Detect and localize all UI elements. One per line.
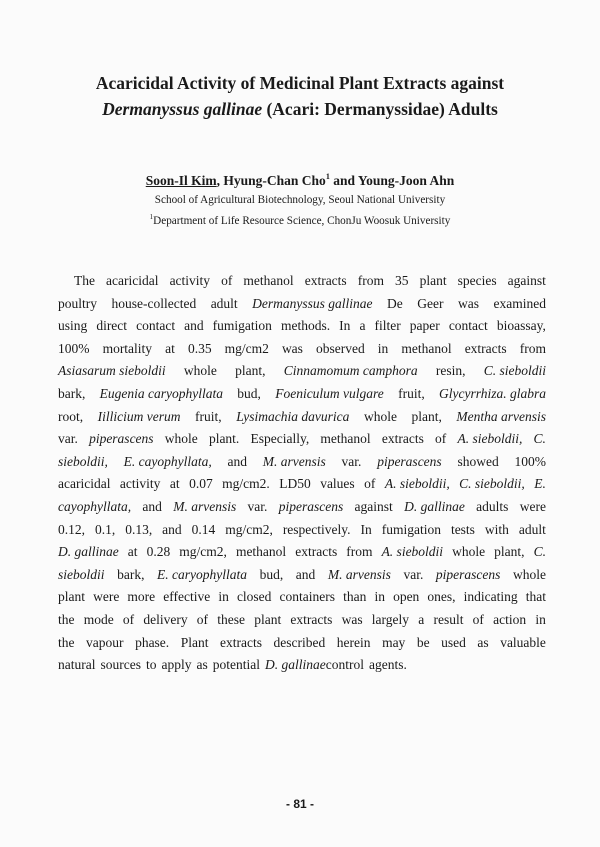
abstract-word: a (359, 318, 366, 334)
abstract-word: showed (457, 453, 499, 469)
abstract-word: extracts (220, 634, 262, 650)
abstract-word: may (382, 634, 406, 650)
abstract-word: Geer (417, 295, 444, 311)
abstract-word: mortality (102, 340, 153, 356)
abstract-word: whole (512, 566, 546, 582)
abstract-word: be (416, 634, 430, 650)
abstract-word: and (162, 521, 182, 537)
abstract-word: piperascens (89, 431, 154, 447)
author-3: Young-Joon Ahn (357, 173, 455, 188)
abstract-line (58, 315, 546, 338)
abstract-word: M. arvensis (173, 498, 237, 514)
abstract-word: largely (371, 611, 410, 627)
author-2-affiliation-mark: 1 (325, 172, 330, 181)
abstract-word: extracts (295, 544, 338, 560)
abstract-word: sieboldii (58, 566, 105, 582)
abstract-word: Lysimachia davurica (236, 408, 350, 424)
abstract-word: of (122, 611, 135, 627)
abstract-word: whole (363, 408, 397, 424)
abstract-word: as (196, 657, 208, 673)
abstract-word: at (165, 340, 175, 356)
abstract-word: mode (83, 611, 114, 627)
abstract-word: D. gallinae (58, 544, 119, 560)
abstract-word: E. cayophyllata, (123, 453, 212, 469)
abstract-word: A. sieboldii (381, 544, 444, 560)
abstract-word: phase. (135, 634, 170, 650)
abstract-word: Foeniculum vulgare (275, 385, 384, 401)
abstract-word: methanol (320, 431, 371, 447)
abstract-word: poultry (58, 295, 97, 311)
abstract-word: E. caryophyllata (157, 566, 248, 582)
abstract-word: in (377, 340, 389, 356)
abstract-word: whole (183, 363, 217, 379)
abstract-word: apply (161, 657, 192, 673)
page-number: - 81 - (285, 797, 314, 811)
abstract-word: filter (374, 318, 401, 334)
abstract-word: 100% (514, 453, 546, 469)
abstract-line (58, 360, 546, 383)
abstract-line (58, 293, 546, 316)
abstract-word: activity (119, 476, 161, 492)
abstract-word: fruit, (195, 408, 222, 424)
abstract-word: used (441, 634, 466, 650)
abstract-word: fumigation (381, 521, 441, 537)
abstract-word: more (127, 589, 156, 605)
abstract-word: mg/cm2, (225, 521, 273, 537)
abstract-word: indicating (463, 589, 518, 605)
abstract-line (58, 609, 546, 632)
abstract-word: extracts (381, 431, 424, 447)
abstract-word: methanol (401, 340, 452, 356)
abstract-word: plant, (235, 363, 266, 379)
abstract-word: 0.12, (58, 521, 85, 537)
abstract-word: values (320, 476, 355, 492)
abstract-word: extracts (304, 273, 347, 288)
abstract-word: as (477, 634, 489, 650)
abstract-word: sources (100, 657, 141, 673)
abstract-word: bud, (259, 566, 284, 582)
abstract-word: C. sieboldii (483, 363, 546, 379)
abstract-word: these (217, 611, 245, 627)
abstract-line (58, 338, 546, 361)
abstract-word: plant (419, 273, 447, 288)
abstract-word: LD50 (279, 476, 311, 492)
abstract-word: extracts (290, 611, 333, 627)
abstract-word: C. (533, 431, 546, 447)
abstract-word: 0.35 (187, 340, 212, 356)
abstract-word: and (142, 498, 162, 514)
abstract-line (58, 406, 546, 429)
abstract-word: open (393, 589, 420, 605)
abstract-line (58, 496, 546, 519)
abstract-line (58, 564, 546, 587)
abstract-line (58, 632, 546, 655)
abstract-word: Especially, (250, 431, 310, 447)
abstract-word: C. (533, 544, 546, 560)
abstract-word: in (535, 611, 546, 627)
abstract-word: 0.07 (189, 476, 213, 492)
abstract-word: plant, (411, 408, 442, 424)
abstract-word: house-collected (111, 295, 197, 311)
abstract-line (58, 654, 546, 677)
abstract-word: direct (96, 318, 128, 334)
abstract-word: potential (212, 657, 260, 673)
abstract-word: to (145, 657, 157, 673)
abstract-word: agents. (369, 657, 407, 673)
abstract-word: adult (210, 295, 238, 311)
abstract-word: activity (169, 273, 211, 288)
abstract-word: Iillicium verum (97, 408, 181, 424)
abstract-word: D. gallinae (265, 657, 326, 673)
abstract-word: from (357, 273, 384, 288)
abstract-word: Eugenia caryophyllata (99, 385, 224, 401)
abstract-word: var. (247, 498, 268, 514)
abstract-word: piperascens (278, 498, 344, 514)
abstract-word: were (519, 498, 546, 514)
abstract-word: tests (450, 521, 475, 537)
abstract-word: methods. (280, 318, 331, 334)
abstract-word: whole (164, 431, 198, 447)
abstract-word: than (343, 589, 367, 605)
abstract-word: result (433, 611, 464, 627)
abstract-word: against (507, 273, 546, 288)
abstract-word: control (325, 657, 364, 673)
abstract-line (58, 428, 546, 451)
abstract-line (58, 586, 546, 609)
abstract-word: root, (58, 408, 84, 424)
paper-title (40, 70, 560, 122)
abstract-word: whole (452, 544, 486, 560)
abstract-word: delivery (143, 611, 188, 627)
abstract-word: contact (136, 318, 176, 334)
abstract-word: of (472, 611, 484, 627)
abstract-word: M. arvensis (262, 453, 326, 469)
abstract-word: Dermanyssus gallinae (252, 295, 373, 311)
affiliation-2-text: Department of Life Resource Science, ChonJu Woosuk University (153, 215, 451, 227)
author-2: Hyung-Chan Cho (223, 173, 326, 188)
abstract-word: 100% (58, 340, 90, 356)
abstract-word: that (525, 589, 546, 605)
abstract-word: of (364, 476, 376, 492)
abstract-word: 0.1, (94, 521, 116, 537)
abstract-word: De (387, 295, 403, 311)
abstract-word: from (346, 544, 373, 560)
abstract-word: A. sieboldii, (384, 476, 450, 492)
abstract-word: the (58, 634, 75, 650)
author-corresponding: Soon-Il Kim (145, 173, 217, 188)
abstract-word: of (196, 611, 209, 627)
abstract-word: effective (163, 589, 211, 605)
abstract-word: was (281, 340, 303, 356)
abstract-word: species (457, 273, 497, 288)
abstract-word: described (273, 634, 326, 650)
abstract-word: M. arvensis (327, 566, 391, 582)
abstract-word: bark, (117, 566, 145, 582)
author-separator: and (329, 173, 358, 188)
abstract-word: piperascens (377, 453, 442, 469)
abstract-word: The (74, 273, 95, 288)
abstract-word: plant (58, 589, 85, 605)
abstract-word: closed (236, 589, 272, 605)
abstract-line (58, 383, 546, 406)
abstract-word: Mentha arvensis (456, 408, 546, 424)
abstract-word: from (519, 340, 546, 356)
abstract-word: adults (476, 498, 509, 514)
abstract-word: fruit, (398, 385, 425, 401)
author-separator: , (216, 173, 224, 188)
abstract-word: vapour (86, 634, 124, 650)
abstract-word: plant, (494, 544, 525, 560)
abstract-word: against (354, 498, 393, 514)
abstract-word: mg/cm2 (224, 340, 269, 356)
abstract-word: cayophyllata, (58, 498, 132, 514)
abstract-word: piperascens (435, 566, 501, 582)
abstract-line (58, 519, 546, 542)
abstract-word: was (457, 295, 479, 311)
abstract-word: valuable (500, 634, 546, 650)
abstract-word: natural (58, 657, 96, 673)
abstract-word: bud, (237, 385, 261, 401)
abstract-word: respectively. (282, 521, 351, 537)
abstract-word: Asiasarum sieboldii (58, 363, 166, 379)
abstract-line (58, 541, 546, 564)
abstract-word: In (360, 521, 372, 537)
abstract-word: at (127, 544, 138, 560)
abstract-word: at (169, 476, 180, 492)
abstract-word: observed (316, 340, 365, 356)
abstract-word: resin, (435, 363, 466, 379)
abstract-word: var. (341, 453, 362, 469)
abstract-word: examined (493, 295, 546, 311)
title-rest: (Acari: Dermanyssidae) Adults (262, 99, 498, 119)
abstract-word: were (93, 589, 120, 605)
abstract-line (58, 473, 546, 496)
abstract-word: C. sieboldii, (459, 476, 525, 492)
title-line-1: Acaricidal Activity of Medicinal Plant Extracts against (95, 73, 505, 93)
abstract-word: E. (534, 476, 546, 492)
abstract-word: D. gallinae (404, 498, 465, 514)
abstract-word: A. sieboldii, (457, 431, 523, 447)
abstract-word: paper (409, 318, 440, 334)
abstract-word: In (339, 318, 351, 334)
abstract-word: with (484, 521, 509, 537)
abstract-word: mg/cm2. (222, 476, 270, 492)
abstract-word: using (58, 318, 88, 334)
abstract-word: herein (336, 634, 371, 650)
abstract-word: mg/cm2, (179, 544, 227, 560)
abstract-word: adult (518, 521, 546, 537)
abstract-word: acaricidal (106, 273, 159, 288)
abstract-word: plant (254, 611, 282, 627)
abstract-word: in (218, 589, 229, 605)
abstract-word: containers (279, 589, 336, 605)
abstract-word: Glycyrrhiza. glabra (438, 385, 546, 401)
abstract-word: plant. (208, 431, 240, 447)
abstract-word: var. (58, 431, 78, 447)
abstract-word: extracts (464, 340, 507, 356)
author-list (40, 172, 560, 189)
abstract-word: ones, (427, 589, 456, 605)
abstract-word: of (435, 431, 447, 447)
abstract-word: sieboldii, (58, 453, 108, 469)
abstract-word: and (295, 566, 316, 582)
abstract-word: was (341, 611, 363, 627)
abstract-line (58, 270, 546, 293)
affiliation-2-mark: 1 (149, 213, 154, 221)
abstract-word: methanol (243, 273, 294, 288)
abstract-word: 35 (395, 273, 409, 288)
abstract-word: Cinnamomum camphora (283, 363, 418, 379)
abstract-word: the (58, 611, 75, 627)
abstract-word: and (184, 318, 204, 334)
affiliation-1: School of Agricultural Biotechnology, Seoul National University (154, 194, 446, 206)
title-species: Dermanyssus gallinae (102, 99, 263, 119)
abstract-word: 0.13, (125, 521, 153, 537)
abstract-word: of (221, 273, 233, 288)
abstract (58, 270, 546, 677)
affiliation-2 (40, 213, 560, 227)
abstract-word: in (374, 589, 385, 605)
abstract-word: fumigation (212, 318, 272, 334)
abstract-word: var. (403, 566, 424, 582)
abstract-word: contact (448, 318, 488, 334)
abstract-word: action (493, 611, 527, 627)
abstract-word: bark, (58, 385, 86, 401)
title-line-2 (40, 96, 560, 122)
abstract-word: a (418, 611, 425, 627)
abstract-word: methanol (235, 544, 287, 560)
abstract-line (58, 451, 546, 474)
abstract-word: acaricidal (58, 476, 111, 492)
abstract-word: 0.28 (146, 544, 171, 560)
abstract-word: Plant (180, 634, 209, 650)
abstract-word: bioassay, (496, 318, 546, 334)
abstract-word: 0.14 (191, 521, 216, 537)
abstract-word: and (227, 453, 248, 469)
